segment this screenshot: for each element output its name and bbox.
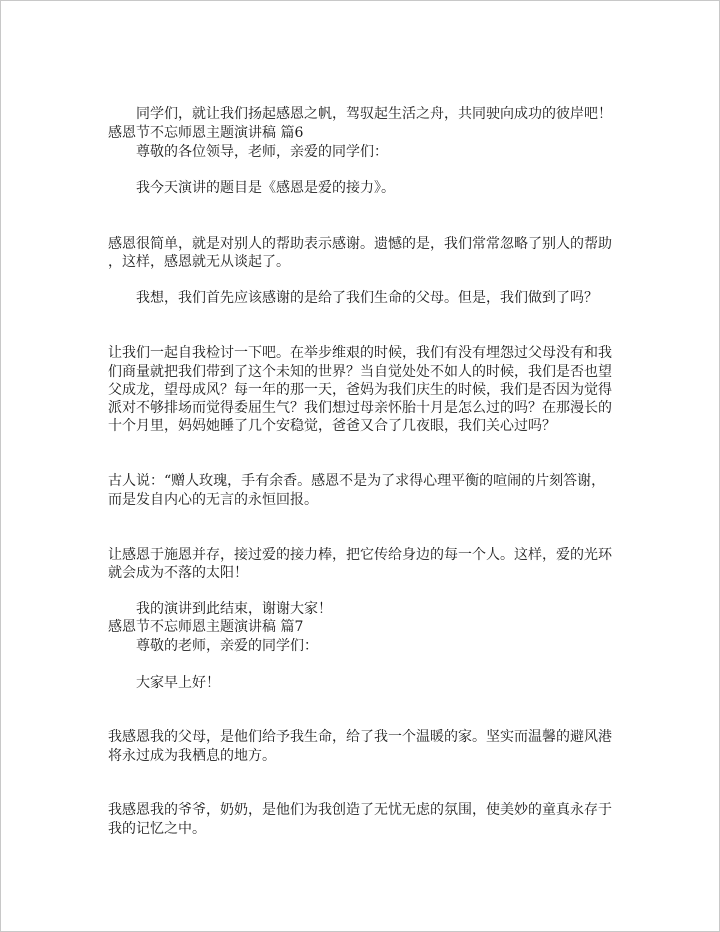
- speech-topic-line: 我今天演讲的题目是《感恩是爱的接力》。: [136, 180, 395, 196]
- section-heading-6: 感恩节不忘师恩主题演讲稿 篇6: [108, 125, 304, 141]
- paragraph-line: 我感恩我的父母，是他们给予我生命，给了我一个温暖的家。坚实而温馨的避风港: [108, 729, 612, 745]
- closing-paragraph-line: 同学们，就让我们扬起感恩之帆，驾驭起生活之舟，共同驶向成功的彼岸吧！: [136, 106, 612, 122]
- paragraph-line: 派对不够排场而觉得委屈生气？我们想过母亲怀胎十月是怎么过的吗？在那漫长的: [108, 400, 612, 416]
- paragraph-line: 让我们一起自我检讨一下吧。在举步维艰的时候，我们有没有埋怨过父母没有和我: [108, 345, 612, 361]
- greeting-line: 大家早上好！: [136, 675, 220, 691]
- paragraph-line: 我想，我们首先应该感谢的是给了我们生命的父母。但是，我们做到了吗？: [136, 290, 598, 306]
- paragraph-line: 将永过成为我栖息的地方。: [108, 748, 276, 764]
- paragraph-line: 而是发自内心的无言的永恒回报。: [108, 492, 318, 508]
- paragraph-line: 我感恩我的爷爷，奶奶，是他们为我创造了无忧无虑的氛围，使美妙的童真永存于: [108, 802, 612, 818]
- paragraph-line: 我的记忆之中。: [108, 821, 206, 837]
- paragraph-line: ，这样，感恩就无从谈起了。: [108, 254, 290, 270]
- paragraph-line: 十个月里，妈妈她睡了几个安稳觉，爸爸又合了几夜眼，我们关心过吗？: [108, 418, 556, 434]
- paragraph-line: 父成龙，望母成风？每一年的那一天，爸妈为我们庆生的时候，我们是否因为觉得: [108, 382, 612, 398]
- salutation-line: 尊敬的各位领导，老师，亲爱的同学们：: [136, 144, 388, 160]
- paragraph-line: 古人说：“赠人玫瑰，手有余香。感恩不是为了求得心理平衡的喧闹的片刻答谢，: [108, 473, 606, 489]
- paragraph-line: 感恩很简单，就是对别人的帮助表示感谢。遗憾的是，我们常常忽略了别人的帮助: [108, 236, 612, 252]
- section-heading-7: 感恩节不忘师恩主题演讲稿 篇7: [108, 619, 304, 635]
- paragraph-line: 们商量就把我们带到了这个未知的世界？当自觉处处不如人的时候，我们是否也望: [108, 364, 612, 380]
- salutation-line: 尊敬的老师，亲爱的同学们：: [136, 638, 318, 654]
- paragraph-line: 让感恩于施恩并存，接过爱的接力棒，把它传给身边的每一个人。这样，爱的光环: [108, 547, 612, 563]
- paragraph-line: 就会成为不落的太阳！: [108, 565, 248, 581]
- closing-line: 我的演讲到此结束，谢谢大家！: [136, 601, 332, 617]
